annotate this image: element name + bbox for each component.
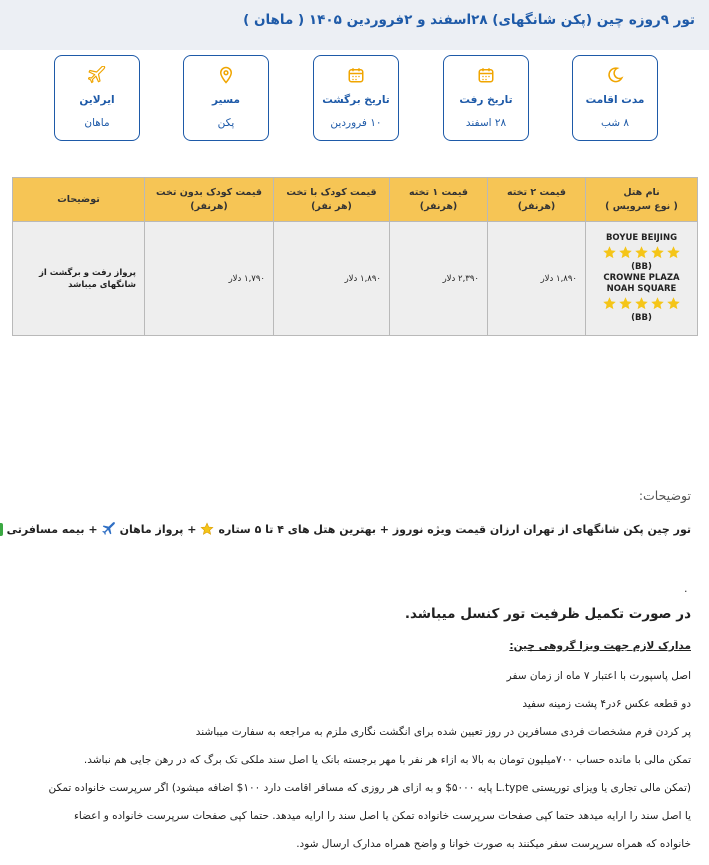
star-icon xyxy=(618,245,633,260)
card-return-date xyxy=(313,55,399,141)
header-double-price: قیمت ۲ تخته (هرنفر) xyxy=(488,178,586,222)
header-child-with-bed: قیمت کودک با تخت (هر نفر) xyxy=(274,178,390,222)
card-route xyxy=(183,55,269,141)
description-insurance: + بیمه مسافرتی xyxy=(6,522,98,536)
cancel-note: در صورت تکمیل ظرفیت تور کنسل میباشد. xyxy=(404,606,691,622)
description-text xyxy=(0,522,691,536)
card-value: ماهان xyxy=(84,117,110,129)
docs-title: مدارک لازم جهت ویزا گروهی چین: xyxy=(509,640,691,652)
table-header-row xyxy=(13,178,698,222)
docs-line: پر کردن فرم مشخصات فردی مسافرین در روز تعیین شده برای انگشت نگاری ملزم به مراجعه به سفارت میباشند xyxy=(195,726,691,738)
moon-icon xyxy=(573,64,657,86)
check-icon xyxy=(0,523,3,536)
card-label: ایرلاین xyxy=(79,94,115,106)
card-label: تاریخ رفت xyxy=(459,94,513,106)
calendar-icon xyxy=(444,64,528,86)
star-icon xyxy=(650,245,665,260)
description-heading: توضیحات: xyxy=(638,488,691,503)
star-icon xyxy=(666,296,681,311)
description-main: تور چین پکن شانگهای از تهران ارزان قیمت ویژه نوروز + بهترین هتل های ۴ تا ۵ ستاره xyxy=(218,522,691,536)
card-stay-duration xyxy=(572,55,658,141)
card-airline xyxy=(54,55,140,141)
description-flight: + پرواز ماهان xyxy=(119,522,197,536)
card-value: ۲۸ اسفند xyxy=(465,117,507,129)
star-icon xyxy=(666,245,681,260)
star-rating xyxy=(588,296,695,312)
star-icon xyxy=(618,296,633,311)
separator-dot: . xyxy=(684,582,688,595)
card-value: ۸ شب xyxy=(600,117,630,129)
card-label: تاریخ برگشت xyxy=(322,94,390,106)
docs-line: اصل پاسپورت با اعتبار ۷ ماه از زمان سفر xyxy=(506,670,691,682)
card-departure-date xyxy=(443,55,529,141)
location-pin-icon xyxy=(184,64,268,86)
table-row xyxy=(13,222,698,336)
service-type: (BB) xyxy=(631,262,652,272)
child-nobed-price-cell: ۱,۷۹۰ دلار xyxy=(145,222,274,336)
docs-line: دو قطعه عکس ۶در۴ پشت زمینه سفید xyxy=(522,698,691,710)
header-child-without-bed: قیمت کودک بدون تخت (هرنفر) xyxy=(145,178,274,222)
card-label: مسیر xyxy=(211,94,240,106)
header-single-price: قیمت ۱ تخته (هرنفر) xyxy=(390,178,488,222)
docs-line: (تمکن مالی تجاری یا ویزای توریستی L.type پایه ۵۰۰۰$ و به ازای هر روزی که مسافر اقامت دارد ۱۰۰$ اضافه میشود) اگر سرپرست خانواده تمکن xyxy=(48,782,691,794)
service-type: (BB) xyxy=(631,313,652,323)
card-value: پکن xyxy=(217,117,235,129)
single-price-cell: ۲,۳۹۰ دلار xyxy=(390,222,488,336)
child-bed-price-cell: ۱,۸۹۰ دلار xyxy=(274,222,390,336)
hotel-cell xyxy=(586,222,698,336)
tour-title: تور ۹روزه چین (پکن شانگهای) ۲۸اسفند و ۲فروردین ۱۴۰۵ ( ماهان ) xyxy=(243,12,695,28)
notes-cell: پرواز رفت و برگشت از شانگهای میباشد xyxy=(13,222,145,336)
hotel-name: NOAH SQUARE xyxy=(606,284,677,294)
star-icon xyxy=(602,296,617,311)
price-table xyxy=(12,177,698,336)
header-hotel: نام هتل ( نوع سرویس ) xyxy=(586,178,698,222)
tour-info-cards xyxy=(0,55,709,145)
card-label: مدت اقامت xyxy=(585,94,645,106)
star-icon xyxy=(200,522,214,536)
star-icon xyxy=(602,245,617,260)
star-icon xyxy=(634,296,649,311)
airplane-icon xyxy=(55,64,139,86)
docs-line: تمکن مالی با مانده حساب ۷۰۰میلیون تومان به بالا به ازاء هر نفر با مهر برجسته بانک یا اصل سند ملکی تک برگ که در رهن جایی هم نباشد. xyxy=(83,754,691,766)
header-notes: توضیحات xyxy=(13,178,145,222)
docs-line: خانواده که همراه سرپرست سفر میکنند به صورت خوانا و واضح همراه مدارک ارسال شود. xyxy=(296,838,691,850)
star-icon xyxy=(650,296,665,311)
hotel-name: BOYUE BEIJING xyxy=(605,233,678,243)
star-rating xyxy=(588,245,695,261)
card-value: ۱۰ فروردین xyxy=(330,117,382,129)
page-header xyxy=(0,0,709,50)
hotel-name: CROWNE PLAZA xyxy=(603,273,680,283)
calendar-icon xyxy=(314,64,398,86)
star-icon xyxy=(634,245,649,260)
airplane-icon xyxy=(102,522,116,536)
double-price-cell: ۱,۸۹۰ دلار xyxy=(488,222,586,336)
docs-line: یا اصل سند را ارایه میدهد حتما کپی صفحات سرپرست خانواده تمکن یا اصل سند را ارایه میدهد. حتما کپی صفحات سرپرست خانواده و اعضاء xyxy=(73,810,691,822)
